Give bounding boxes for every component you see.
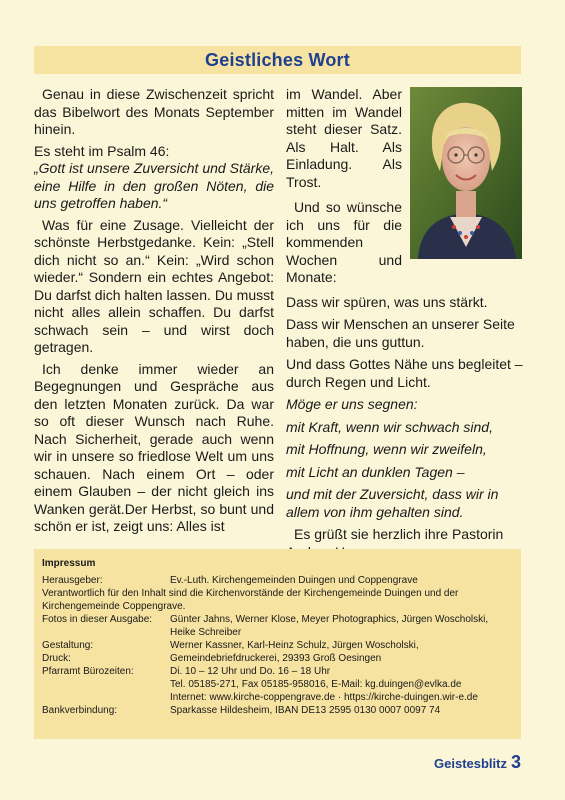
section-header: [34, 46, 521, 74]
impressum-verantwortlich: Verantwortlich für den Inhalt sind die Kirchenvorstände der Kirchengemeinde Duingen und der Kirchengemeinde Coppengrave.: [42, 588, 459, 612]
paragraph: Und dass Gottes Nähe uns begleitet – durch Regen und Licht.: [286, 356, 523, 390]
impressum-internet: Internet: www.kirche-coppengrave.de · https://kirche-duingen.wir-e.de: [170, 692, 478, 703]
impressum-contact: Tel. 05185-271, Fax 05185-958016, E-Mail: kg.duingen@evlka.de: [170, 679, 462, 690]
publication-name: Geistesblitz: [434, 756, 507, 771]
text-column-right: [286, 86, 524, 566]
impressum-value: Gemeindebriefdruckerei, 29393 Groß Oesingen: [170, 653, 382, 664]
impressum-value: Di. 10 – 12 Uhr und Do. 16 – 18 Uhr: [170, 666, 331, 677]
page-footer: [434, 752, 521, 773]
paragraph: Dass wir Menschen an unserer Seite haben, die uns guttun.: [286, 316, 515, 350]
impressum-label: Fotos in dieser Ausgabe:: [42, 614, 153, 625]
impressum-row-herausgeber: [42, 574, 513, 587]
impressum-label: Bankverbindung:: [42, 705, 118, 716]
impressum-row-bank: [42, 704, 513, 717]
impressum-value: Werner Kassner, Karl-Heinz Schulz, Jürgen Woscholski,: [170, 640, 419, 651]
impressum-label: Herausgeber:: [42, 575, 103, 586]
impressum-row-buero: [42, 665, 513, 678]
impressum-label: Pfarramt Bürozeiten:: [42, 666, 134, 677]
impressum-row-druck: [42, 652, 513, 665]
paragraph: Es steht im Psalm 46:: [34, 142, 170, 159]
blessing-line: Möge er uns segnen:: [286, 396, 418, 412]
impressum-row-gestaltung: [42, 639, 513, 652]
impressum-row-internet: [42, 691, 513, 704]
impressum-value: Günter Jahns, Werner Klose, Meyer Photographics, Jürgen Woscholski, Heike Schreiber: [170, 614, 489, 638]
impressum-row-tel: [42, 678, 513, 691]
impressum-box: [34, 549, 521, 739]
impressum-row-fotos: [42, 613, 513, 639]
impressum-label: Druck:: [42, 653, 71, 664]
paragraph: Genau in diese Zwischenzeit spricht das Bibelwort des Monats September hinein.: [34, 86, 274, 137]
psalm-quote: „Gott ist unsere Zuversicht und Stärke, eine Hilfe in den großen Nöten, die uns getroffen haben.“: [34, 160, 274, 211]
paragraph: im Wandel. Aber mitten im Wandel steht dieser Satz. Als Halt. Als Einladung. Als Trost.: [286, 86, 402, 190]
impressum-label: Gestaltung:: [42, 640, 94, 651]
impressum-value: Ev.-Luth. Kirchengemeinden Duingen und Coppengrave: [170, 575, 418, 586]
blessing-line: und mit der Zuversicht, dass wir in allem von ihm gehalten sind.: [286, 486, 499, 520]
blessing-line: mit Licht an dunklen Tagen –: [286, 463, 465, 480]
blessing-line: mit Kraft, wenn wir schwach sind,: [286, 418, 493, 435]
impressum-value: Sparkasse Hildesheim, IBAN DE13 2595 0130 0007 0097 74: [170, 705, 441, 716]
paragraph: Und so wünsche ich uns für die kommenden Wochen und Monate:: [286, 199, 402, 285]
blessing-line: mit Hoffnung, wenn wir zweifeln,: [286, 441, 487, 457]
section-title: Geistliches Wort: [205, 49, 350, 70]
page-number: 3: [510, 752, 521, 772]
text-column-left: [34, 86, 274, 540]
paragraph: Ich denke immer wieder an Begegnungen und Gespräche aus den letzten Monaten zurück. Da war so oft dieser Wunsch nach Ruhe. Nach Sicherheit, gerade auch wenn wir in unsere so friedlose Welt um uns schauen. Nach einem Ort – oder einem Glauben – der nicht gleich ins Wanken gerät.Der Herbst, so bunt und schön er ist, zeigt uns: Alles ist: [34, 360, 274, 534]
signature-text: Es grüßt sie herzlich ihre Pastorin: [294, 526, 504, 542]
impressum-title: Impressum: [42, 558, 96, 569]
paragraph: Dass wir spüren, was uns stärkt.: [286, 293, 488, 310]
paragraph: Was für eine Zusage. Vielleicht der schönste Herbstgedanke. Kein: „Stell dich nicht so an.“ Kein: „Wird schon wieder.“ Sondern ein echtes Angebot: Du darfst dich halten lassen. Du musst nicht alles allein schaffen. Du darfst schwach sein – und wirst doch getragen.: [34, 216, 274, 355]
